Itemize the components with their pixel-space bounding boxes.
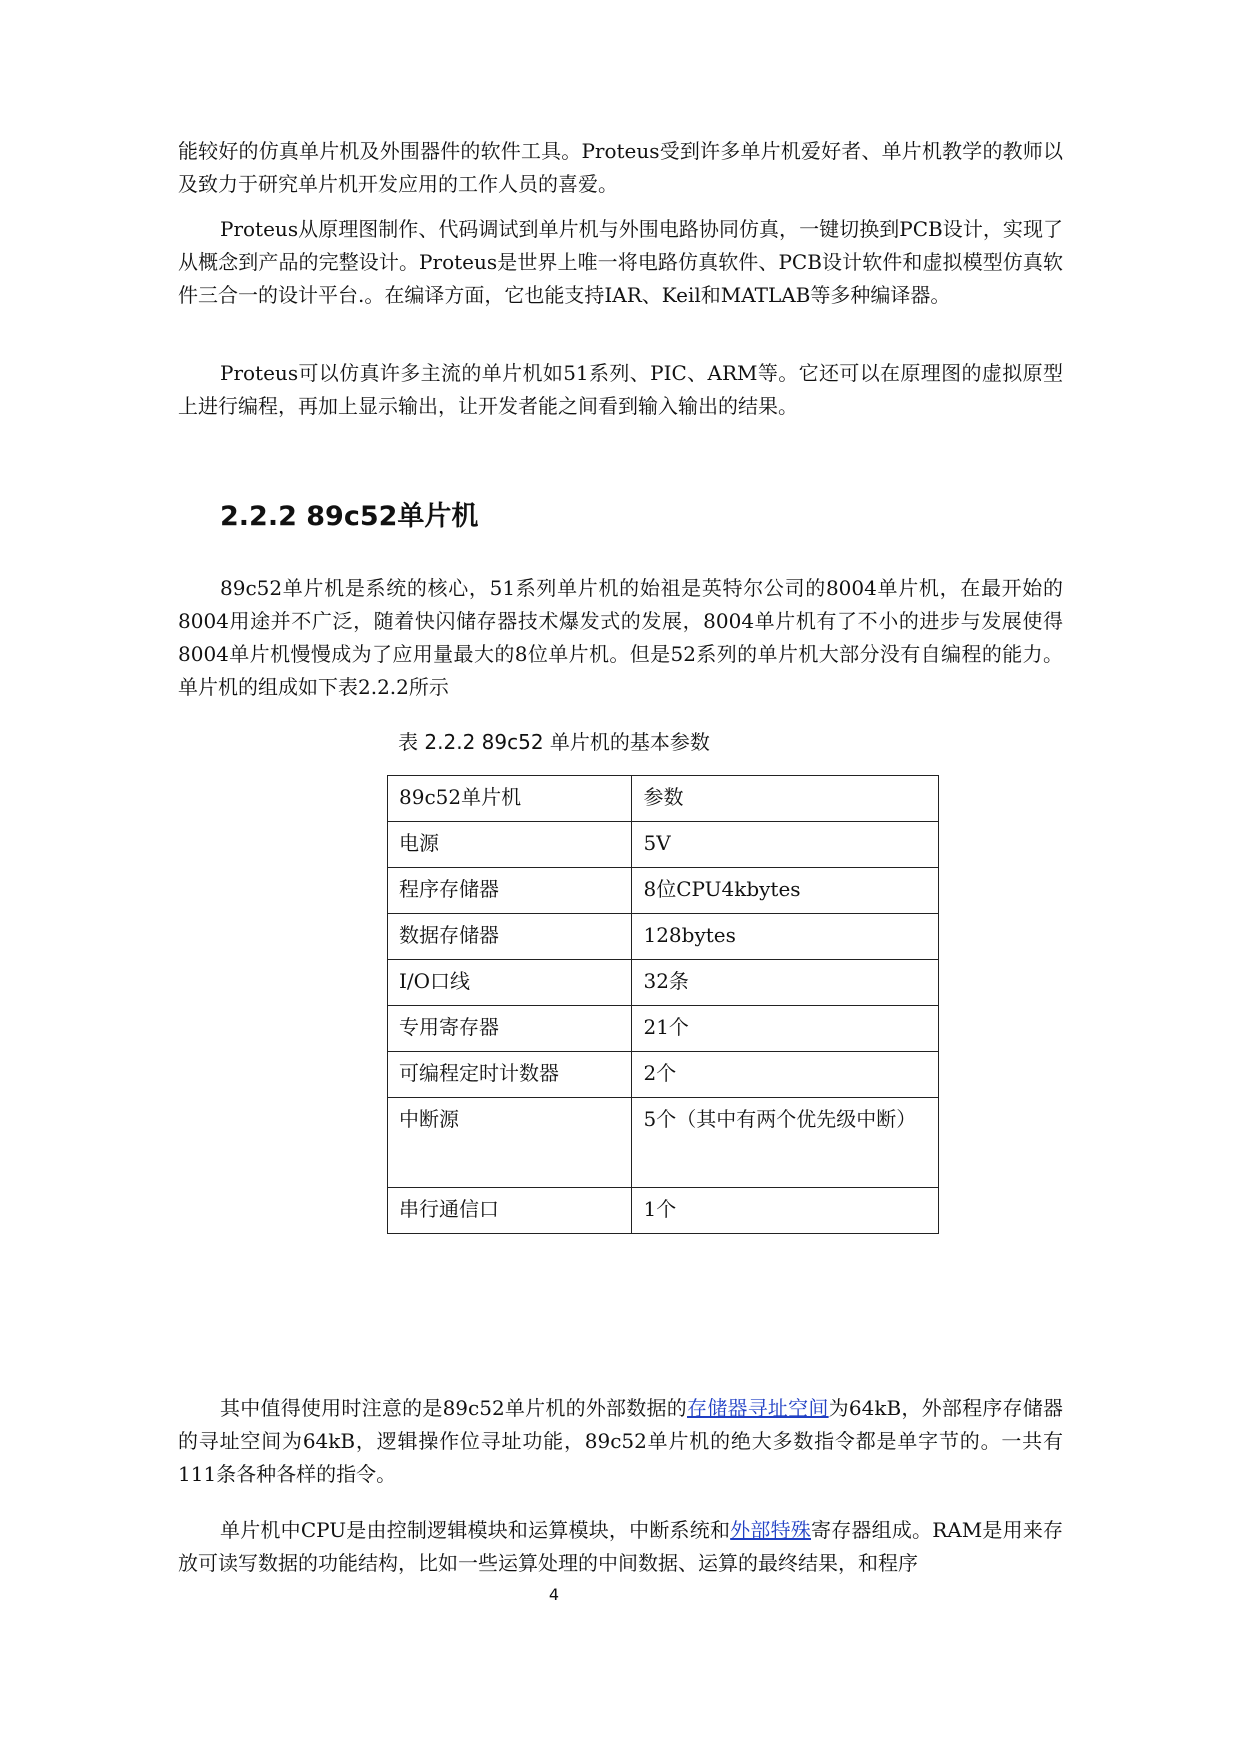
table-row — [388, 1098, 939, 1188]
table-row — [388, 1006, 939, 1052]
table-cell: I/O口线 — [388, 960, 632, 1006]
link-memory-address-space[interactable]: 存储器寻址空间 — [687, 1396, 829, 1420]
table-cell: 串行通信口 — [388, 1188, 632, 1234]
table-cell: 128bytes — [632, 914, 939, 960]
table-row — [388, 1052, 939, 1098]
paragraph-address-space — [178, 1392, 1063, 1491]
table-row — [388, 1188, 939, 1234]
paragraph-text: 为64kB，外部程序存储器的寻址空间为64kB，逻辑操作位寻址功能，89c52单片机的绝大多数指令都是单字节的。一共有111条各种各样的指令。 — [178, 1396, 1064, 1486]
table-row — [388, 960, 939, 1006]
section-heading: 2.2.2 89c52单片机 — [220, 501, 479, 532]
paragraph-proteus-simulation: Proteus可以仿真许多主流的单片机如51系列、PIC、ARM等。它还可以在原理图的虚拟原型上进行编程，再加上显示输出，让开发者能之间看到输入输出的结果。 — [178, 361, 1063, 418]
table-cell: 21个 — [632, 1006, 939, 1052]
table-cell: 1个 — [632, 1188, 939, 1234]
link-external-special[interactable]: 外部特殊 — [730, 1518, 811, 1542]
page-number: 4 — [548, 1585, 560, 1604]
table-cell: 5个（其中有两个优先级中断） — [632, 1098, 939, 1188]
paragraph-cpu-structure — [178, 1514, 1063, 1580]
table-cell: 中断源 — [388, 1098, 632, 1188]
table-cell: 89c52单片机 — [388, 776, 632, 822]
paragraph-proteus-intro: 能较好的仿真单片机及外围器件的软件工具。Proteus受到许多单片机爱好者、单片机教学的教师以及致力于研究单片机开发应用的工作人员的喜爱。 — [178, 139, 1063, 196]
table-cell: 8位CPU4kbytes — [632, 868, 939, 914]
table-cell: 5V — [632, 822, 939, 868]
paragraph-text: 单片机中CPU是由控制逻辑模块和运算模块，中断系统和 — [220, 1518, 731, 1542]
paragraph-proteus-design: Proteus从原理图制作、代码调试到单片机与外围电路协同仿真，一键切换到PCB设计，实现了从概念到产品的完整设计。Proteus是世界上唯一将电路仿真软件、PCB设计软件和虚拟模型仿真软件三合一的设计平台.。在编译方面，它也能支持IAR、Keil和MATLAB等多种编译器。 — [178, 217, 1063, 307]
paragraph-text: 其中值得使用时注意的是89c52单片机的外部数据的 — [220, 1396, 687, 1420]
paragraph-89c52-core: 89c52单片机是系统的核心，51系列单片机的始祖是英特尔公司的8004单片机，在最开始的8004用途并不广泛，随着快闪储存器技术爆发式的发展，8004单片机有了不小的进步与发展使得8004单片机慢慢成为了应用量最大的8位单片机。但是52系列的单片机大部分没有自编程的能力。单片机的组成如下表2.2.2所示 — [178, 576, 1063, 699]
table-row — [388, 776, 939, 822]
table-cell: 参数 — [632, 776, 939, 822]
parameter-table — [387, 775, 939, 1234]
table-row — [388, 914, 939, 960]
table-row — [388, 868, 939, 914]
table-cell: 专用寄存器 — [388, 1006, 632, 1052]
table-cell: 2个 — [632, 1052, 939, 1098]
table-cell: 电源 — [388, 822, 632, 868]
paragraph-text: 寄存器组成。RAM是用来存放可读写数据的功能结构，比如一些运算处理的中间数据、运算的最终结果，和程序 — [178, 1518, 1064, 1575]
table-cell: 程序存储器 — [388, 868, 632, 914]
table-cell: 可编程定时计数器 — [388, 1052, 632, 1098]
table-cell: 数据存储器 — [388, 914, 632, 960]
table-row — [388, 822, 939, 868]
table-caption: 表 2.2.2 89c52 单片机的基本参数 — [398, 730, 710, 754]
table-cell: 32条 — [632, 960, 939, 1006]
